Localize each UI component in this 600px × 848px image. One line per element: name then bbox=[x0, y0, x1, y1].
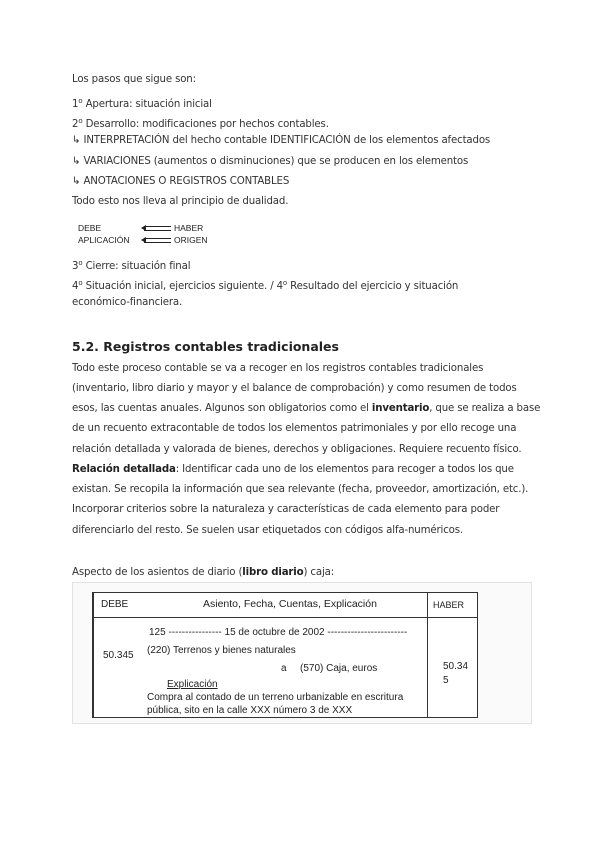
step-4-num: 4 bbox=[72, 281, 79, 292]
step-2 bbox=[72, 114, 329, 132]
double-arrow-left-icon bbox=[141, 225, 171, 232]
step-1-num: 1 bbox=[72, 99, 79, 110]
sub-step-anotaciones: ↳ ANOTACIONES O REGISTROS CONTABLES bbox=[72, 176, 290, 187]
step-4-continuation: económico-financiera. bbox=[72, 297, 183, 308]
debit-account: (220) Terrenos y bienes naturales bbox=[147, 645, 296, 656]
entry-header-line: 125 ---------------- 15 de octubre de 2002 ------------------------ bbox=[149, 627, 408, 638]
para-line-6-b: : Identificar cada uno de los elementos para recoger a todos los que bbox=[175, 464, 514, 475]
haber-amount-1: 50.34 bbox=[443, 661, 469, 672]
diagram-haber: HABER bbox=[174, 223, 204, 233]
step-3-text: Cierre: situación final bbox=[82, 261, 191, 272]
credit-a: a bbox=[281, 663, 287, 674]
para-line-7: existan. Se recopila la información que sea relevante (fecha, proveedor, amortización, etc.). bbox=[72, 484, 529, 495]
step-4-sup: o bbox=[78, 279, 83, 287]
sub-step-interpretacion: ↳ INTERPRETACIÓN del hecho contable IDENTIFICACIÓN de los elementos afectados bbox=[72, 135, 491, 146]
duality-text: Todo esto nos lleva al principio de dualidad. bbox=[72, 196, 289, 207]
explicacion-line-2: pública, sito en la calle XXX número 3 de XXX bbox=[147, 705, 353, 716]
relacion-detallada-term: Relación detallada bbox=[72, 464, 176, 475]
credit-account: (570) Caja, euros bbox=[300, 663, 378, 674]
para-line-3-c: , que se realiza a base bbox=[429, 403, 541, 414]
haber-amount-2: 5 bbox=[443, 675, 449, 686]
step-4-text2: Resultado del ejercicio y situación bbox=[287, 281, 459, 292]
step-3-num: 3 bbox=[72, 261, 79, 272]
explicacion-label: Explicación bbox=[167, 679, 218, 690]
col-haber-header: HABER bbox=[433, 600, 465, 610]
para-line-6 bbox=[72, 463, 514, 477]
caption-c: ) caja: bbox=[303, 567, 335, 578]
para-line-8: Incorporar criterios sobre la naturaleza y características de cada elemento para poder bbox=[72, 504, 500, 515]
step-4-sup2: o bbox=[282, 279, 288, 287]
diagram-debe: DEBE bbox=[78, 223, 102, 233]
step-2-num: 2 bbox=[72, 119, 79, 130]
diagram-row-1 bbox=[78, 223, 203, 234]
step-1 bbox=[72, 94, 212, 112]
libro-diario-term: libro diario bbox=[242, 567, 304, 578]
para-line-1: Todo este proceso contable se va a recoger en los registros contables tradicionales bbox=[72, 363, 484, 374]
col-debe-header: DEBE bbox=[101, 599, 129, 610]
diagram-origen: ORIGEN bbox=[174, 235, 208, 245]
para-line-9: diferenciarlo del resto. Se suelen usar etiquetados con códigos alfa-numéricos. bbox=[72, 525, 464, 536]
para-line-2: (inventario, libro diario y mayor y el balance de comprobación) y como resumen de todos bbox=[72, 383, 517, 394]
sub-step-variaciones: ↳ VARIACIONES (aumentos o disminuciones) que se producen en los elementos bbox=[72, 156, 469, 167]
col-asiento-header: Asiento, Fecha, Cuentas, Explicación bbox=[203, 598, 377, 610]
section-heading: 5.2. Registros contables tradicionales bbox=[72, 339, 339, 354]
step-2-text: Desarrollo: modificaciones por hechos contables. bbox=[82, 119, 329, 130]
step-4 bbox=[72, 276, 458, 294]
step-3-sup: o bbox=[78, 259, 83, 267]
diagram-aplicacion: APLICACIÓN bbox=[78, 235, 130, 245]
intro-text: Los pasos que sigue son: bbox=[72, 74, 196, 85]
debe-amount: 50.345 bbox=[103, 650, 134, 661]
step-1-sup: o bbox=[78, 97, 83, 105]
para-line-5: relación detallada y valorada de bienes, derechos y obligaciones. Requiere recuento físico. bbox=[72, 444, 522, 455]
explicacion-line-1: Compra al contado de un terreno urbanizable en escritura bbox=[147, 692, 404, 703]
step-1-text: Apertura: situación inicial bbox=[82, 99, 212, 110]
step-3 bbox=[72, 256, 190, 274]
step-2-sup: o bbox=[78, 117, 83, 125]
step-4-text: Situación inicial, ejercicios siguiente. / 4 bbox=[82, 281, 283, 292]
diagram-row-2 bbox=[78, 235, 208, 246]
inventario-term: inventario bbox=[371, 403, 430, 414]
journal-caption bbox=[72, 566, 334, 580]
caption-a: Aspecto de los asientos de diario ( bbox=[72, 567, 243, 578]
para-line-4: de un recuento extracontable de todos los elementos patrimoniales y por ello recoge una bbox=[72, 423, 517, 434]
double-arrow-left-icon bbox=[141, 237, 171, 244]
journal-table bbox=[92, 592, 478, 718]
para-line-3-a: esos, las cuentas anuales. Algunos son obligatorios como el bbox=[72, 403, 372, 414]
para-line-3 bbox=[72, 402, 540, 416]
